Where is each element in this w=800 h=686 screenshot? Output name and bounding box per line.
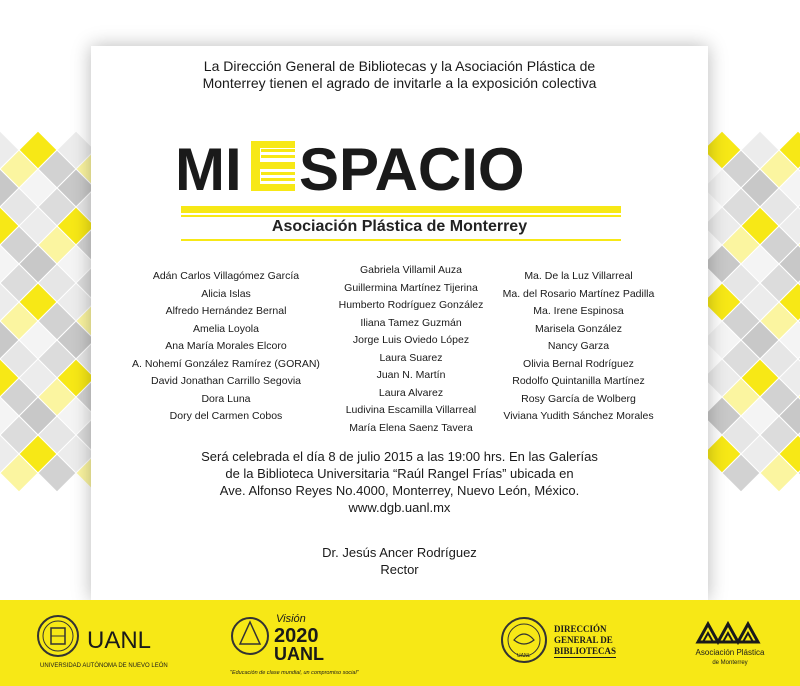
uanl-wordmark: UANL — [87, 627, 152, 654]
artist-name: Alicia Islas — [201, 287, 251, 300]
exhibition-title — [91, 46, 708, 246]
artist-name: Marisela González — [535, 322, 622, 335]
vision-2020-logo — [228, 608, 368, 680]
artist-name: Olivia Bernal Rodríguez — [523, 357, 634, 370]
artist-name: Rodolfo Quintanilla Martínez — [512, 375, 645, 387]
title-underline — [181, 206, 621, 213]
signer-name: Dr. Jesús Ancer Rodríguez — [322, 545, 477, 560]
artist-name: Amelia Loyola — [193, 322, 259, 335]
uanl-caption: UNIVERSIDAD AUTÓNOMA DE NUEVO LEÓN — [40, 663, 168, 669]
artist-name: Laura Alvarez — [378, 386, 444, 399]
details-line-3: Ave. Alfonso Reyes No.4000, Monterrey, Nuevo León, México. — [219, 483, 580, 498]
intro-line-1: La Dirección General de Bibliotecas y la Asociación Plástica de — [203, 58, 596, 74]
title-underline-bottom — [181, 239, 621, 241]
intro-line-2: Monterrey tienen el agrado de invitarle a la exposición colectiva — [202, 75, 597, 91]
artist-name: Dora Luna — [201, 392, 251, 405]
dgb-line-3: BIBLIOTECAS — [554, 646, 617, 656]
stylized-e-icon — [251, 141, 295, 191]
artist-name: Humberto Rodríguez González — [338, 299, 484, 311]
artist-name: Iliana Tamez Guzmán — [360, 316, 462, 329]
dgb-logo — [500, 610, 630, 674]
uanl-seal-icon — [38, 616, 78, 656]
apm-line-1: Asociación Plástica — [695, 648, 765, 657]
artist-name: Gabriela Villamil Auza — [360, 264, 462, 276]
artist-name: Ana María Morales Elcoro — [165, 340, 287, 352]
vision-caption: "Educación de clase mundial, un compromiso social" — [230, 670, 359, 676]
artists-column-2 — [326, 262, 496, 437]
website-link[interactable]: www.dgb.uanl.mx — [348, 500, 451, 515]
event-details — [91, 448, 708, 516]
dgb-seal-text: UANL — [517, 653, 531, 659]
details-line-2: de la Biblioteca Universitaria “Raúl Rangel Frías” ubicada en — [225, 466, 574, 481]
mountain-icon — [698, 624, 758, 642]
vision-seal-icon — [232, 618, 268, 654]
vision-label: Visión — [276, 613, 306, 625]
uanl-logo — [35, 612, 205, 672]
artist-name: Ludivina Escamilla Villarreal — [345, 404, 477, 416]
artist-name: Adán Carlos Villagómez García — [152, 270, 300, 282]
logo-footer — [0, 600, 800, 686]
title-spacio: SPACIO — [299, 136, 525, 203]
artist-name: Ma. Irene Espinosa — [533, 305, 624, 317]
title-underline-thin — [181, 215, 621, 217]
apm-logo — [680, 610, 780, 672]
artist-name: A. Nohemí González Ramírez (GORAN) — [132, 357, 320, 370]
invitation-card — [91, 46, 708, 600]
signer-role: Rector — [380, 562, 419, 577]
artist-name: Laura Suarez — [379, 351, 443, 364]
artist-name: María Elena Saenz Tavera — [349, 421, 473, 434]
artist-name: Rosy García de Wolberg — [521, 392, 636, 405]
dgb-line-2: GENERAL DE — [554, 635, 613, 645]
artist-name: Viviana Yudith Sánchez Morales — [503, 410, 654, 422]
artist-name: Nancy Garza — [547, 340, 610, 352]
artists-column-3 — [486, 268, 671, 426]
artist-name: Guillermina Martínez Tijerina — [344, 281, 478, 294]
apm-line-2: de Monterrey — [712, 660, 748, 666]
signature-block — [91, 544, 708, 578]
artist-name: David Jonathan Carrillo Segovia — [151, 375, 301, 387]
artist-name: Alfredo Hernández Bernal — [165, 305, 287, 317]
artists-column-1 — [131, 268, 321, 426]
dgb-line-1: DIRECCIÓN — [554, 624, 607, 634]
artist-name: Juan N. Martín — [376, 369, 446, 381]
artist-name: Ma. del Rosario Martínez Padilla — [502, 287, 655, 300]
title-mi: MI — [175, 136, 242, 203]
details-line-1: Será celebrada el día 8 de julio 2015 a las 19:00 hrs. En las Galerías — [201, 449, 598, 464]
artist-name: Jorge Luis Oviedo López — [352, 334, 470, 346]
vision-year: 2020 — [274, 625, 319, 647]
artist-name: Dory del Carmen Cobos — [169, 410, 283, 422]
organization-subtitle: Asociación Plástica de Monterrey — [271, 218, 528, 235]
vision-uanl: UANL — [274, 644, 324, 664]
artist-name: Ma. De la Luz Villarreal — [524, 270, 633, 282]
